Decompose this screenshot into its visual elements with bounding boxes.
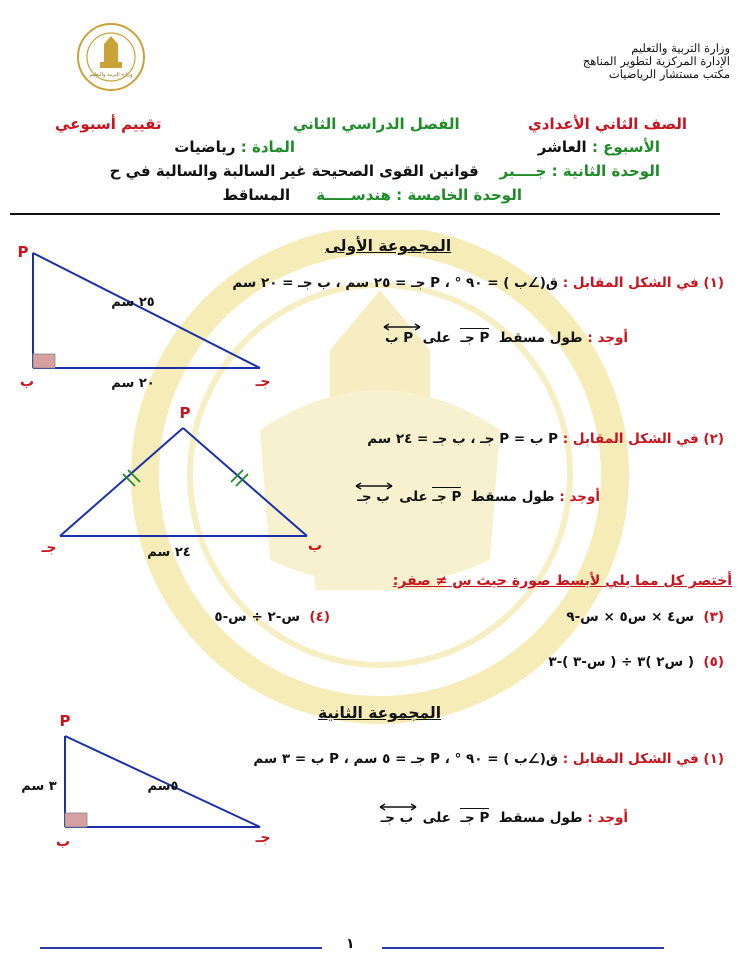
- footer-line-right: [382, 947, 664, 949]
- week-label: الأسبوع :: [591, 138, 660, 156]
- g1-q2-find-label: أوجد :: [559, 489, 600, 505]
- g1-q2-num: (٢): [703, 431, 724, 447]
- g1-q1-find-label: أوجد :: [587, 330, 628, 346]
- g1-q2-line: [357, 482, 390, 505]
- g2-q1-text: ق(∠ب ) = ٩٠ ° ، P جـ = ٥ سم ، P ب = ٣ سم: [253, 751, 559, 767]
- simplify-q5-num: (٥): [703, 654, 724, 670]
- simplify-q3: [566, 609, 724, 625]
- subject-label: المادة :: [240, 138, 295, 156]
- g1-q2-segment: P جـ: [432, 489, 462, 505]
- g2-q1-find-text: طول مسقط: [498, 810, 583, 826]
- fig1-vertex-b: ب: [19, 374, 35, 390]
- unit2-label: الوحدة الثانية :: [551, 162, 660, 180]
- fig3-side-label: ٣ سم: [21, 779, 57, 794]
- fig2-vertex-c: جـ: [41, 540, 57, 556]
- g2-q1-segment: P جـ: [460, 810, 490, 826]
- g2-q1-line-text: ب جـ: [380, 810, 414, 826]
- unit5-label: الوحدة الخامسة :: [396, 186, 522, 204]
- logo-text: وزارة التربية والتعليم: [89, 72, 133, 78]
- double-arrow-icon: [354, 482, 394, 490]
- header-divider: [10, 213, 720, 215]
- g1-q1-on: على: [422, 330, 451, 346]
- grade-title: الصف الثاني الأعدادي: [528, 115, 688, 133]
- g1-q2-on: على: [399, 489, 428, 505]
- figure-2-isosceles-triangle: [35, 400, 335, 560]
- fig2-vertex-b: ب: [307, 538, 323, 554]
- unit2-line: [110, 162, 660, 180]
- subject-value: رياضيات: [174, 138, 236, 156]
- group1-title: المجموعة الأولى: [325, 237, 452, 255]
- week-value: العاشر: [537, 138, 587, 156]
- fig3-vertex-c: جـ: [255, 830, 271, 846]
- fig1-hyp-label: ٢٥ سم: [111, 295, 155, 310]
- unit2-topic: قوانين القوى الصحيحة غير السالبة والسالبة في ح: [109, 162, 479, 180]
- group2-title: المجموعة الثانية: [318, 704, 442, 722]
- fig1-vertex-c: جـ: [255, 374, 271, 390]
- simplify-q4-num: (٤): [309, 609, 330, 625]
- double-arrow-icon: [382, 323, 422, 331]
- simplify-q5: [548, 654, 724, 670]
- g1-q1-prefix: في الشكل المقابل :: [562, 275, 699, 291]
- g1-q2-find: [357, 482, 600, 505]
- footer-line-left: [40, 947, 322, 949]
- figure-3-right-triangle: [15, 712, 285, 862]
- ministry-line-2: الإدارة المركزية لتطوير المناهج: [582, 54, 730, 68]
- g2-q1-on: على: [422, 810, 451, 826]
- g1-q2-prefix: في الشكل المقابل :: [562, 431, 699, 447]
- unit2-name: جــــبر: [499, 162, 547, 180]
- fig1-vertex-a: P: [17, 243, 29, 261]
- g1-q1-find-text: طول مسقط: [498, 330, 583, 346]
- g1-q1-line: [385, 323, 413, 346]
- assessment-title: تقييم أسبوعي: [55, 115, 162, 133]
- g2-q1-statement: [253, 751, 724, 767]
- g2-q1-find-label: أوجد :: [587, 810, 628, 826]
- g1-q2-find-text: طول مسقط: [470, 489, 555, 505]
- g2-q1-line: [381, 803, 414, 826]
- ministry-header: [583, 42, 730, 81]
- fig3-vertex-b: ب: [55, 834, 71, 850]
- fig3-hyp-label: ٥سم: [147, 779, 179, 794]
- week-line: [538, 138, 660, 156]
- g1-q2-text: P ب = P جـ ، ب جـ = ٢٤ سم: [367, 431, 559, 447]
- g2-q1-num: (١): [703, 751, 724, 767]
- simplify-q3-text: س٤ × س٥ × س-٩: [566, 609, 694, 625]
- fig2-base-label: ٢٤ سم: [147, 545, 191, 560]
- g1-q2-line-text: ب جـ: [357, 489, 390, 505]
- g1-q1-find: [385, 323, 628, 346]
- term-title: الفصل الدراسي الثاني: [293, 115, 460, 133]
- g2-q1-prefix: في الشكل المقابل :: [562, 751, 699, 767]
- unit5-name: هندســـــة: [316, 186, 391, 204]
- fig1-base-label: ٢٠ سم: [111, 376, 155, 391]
- fig3-vertex-a: P: [59, 712, 71, 730]
- simplify-title: أختصر كل مما يلي لأبسط صورة حيث س ≠ صفر:: [392, 573, 732, 589]
- ministry-logo: [76, 22, 146, 92]
- g1-q1-num: (١): [703, 275, 724, 291]
- g1-q1-line-text: P ب: [385, 330, 414, 346]
- figure-1-right-triangle: [15, 243, 285, 393]
- simplify-q3-num: (٣): [703, 609, 724, 625]
- unit5-topic: المساقط: [222, 186, 291, 204]
- ministry-line-1: وزارة التربية والتعليم: [631, 41, 730, 55]
- page-number: ١: [346, 936, 355, 952]
- g1-q1-segment: P جـ: [460, 330, 490, 346]
- g2-q1-find: [381, 803, 628, 826]
- simplify-q4-text: س-٢ ÷ س-٥: [214, 609, 300, 625]
- simplify-q4: [214, 609, 330, 625]
- g1-q1-statement: [232, 275, 724, 291]
- g1-q1-text: ق(∠ب ) = ٩٠ ° ، P جـ = ٢٥ سم ، ب جـ = ٢٠ سم: [232, 275, 559, 291]
- unit5-line: [223, 186, 522, 204]
- g1-q2-statement: [367, 431, 724, 447]
- ministry-line-3: مكتب مستشار الرياضيات: [608, 67, 730, 81]
- subject-line: [174, 138, 295, 156]
- fig2-vertex-a: P: [179, 404, 191, 422]
- simplify-q5-text: ( س٢ )٣ ÷ ( س-٣ )-٣: [548, 654, 694, 670]
- double-arrow-icon: [378, 803, 418, 811]
